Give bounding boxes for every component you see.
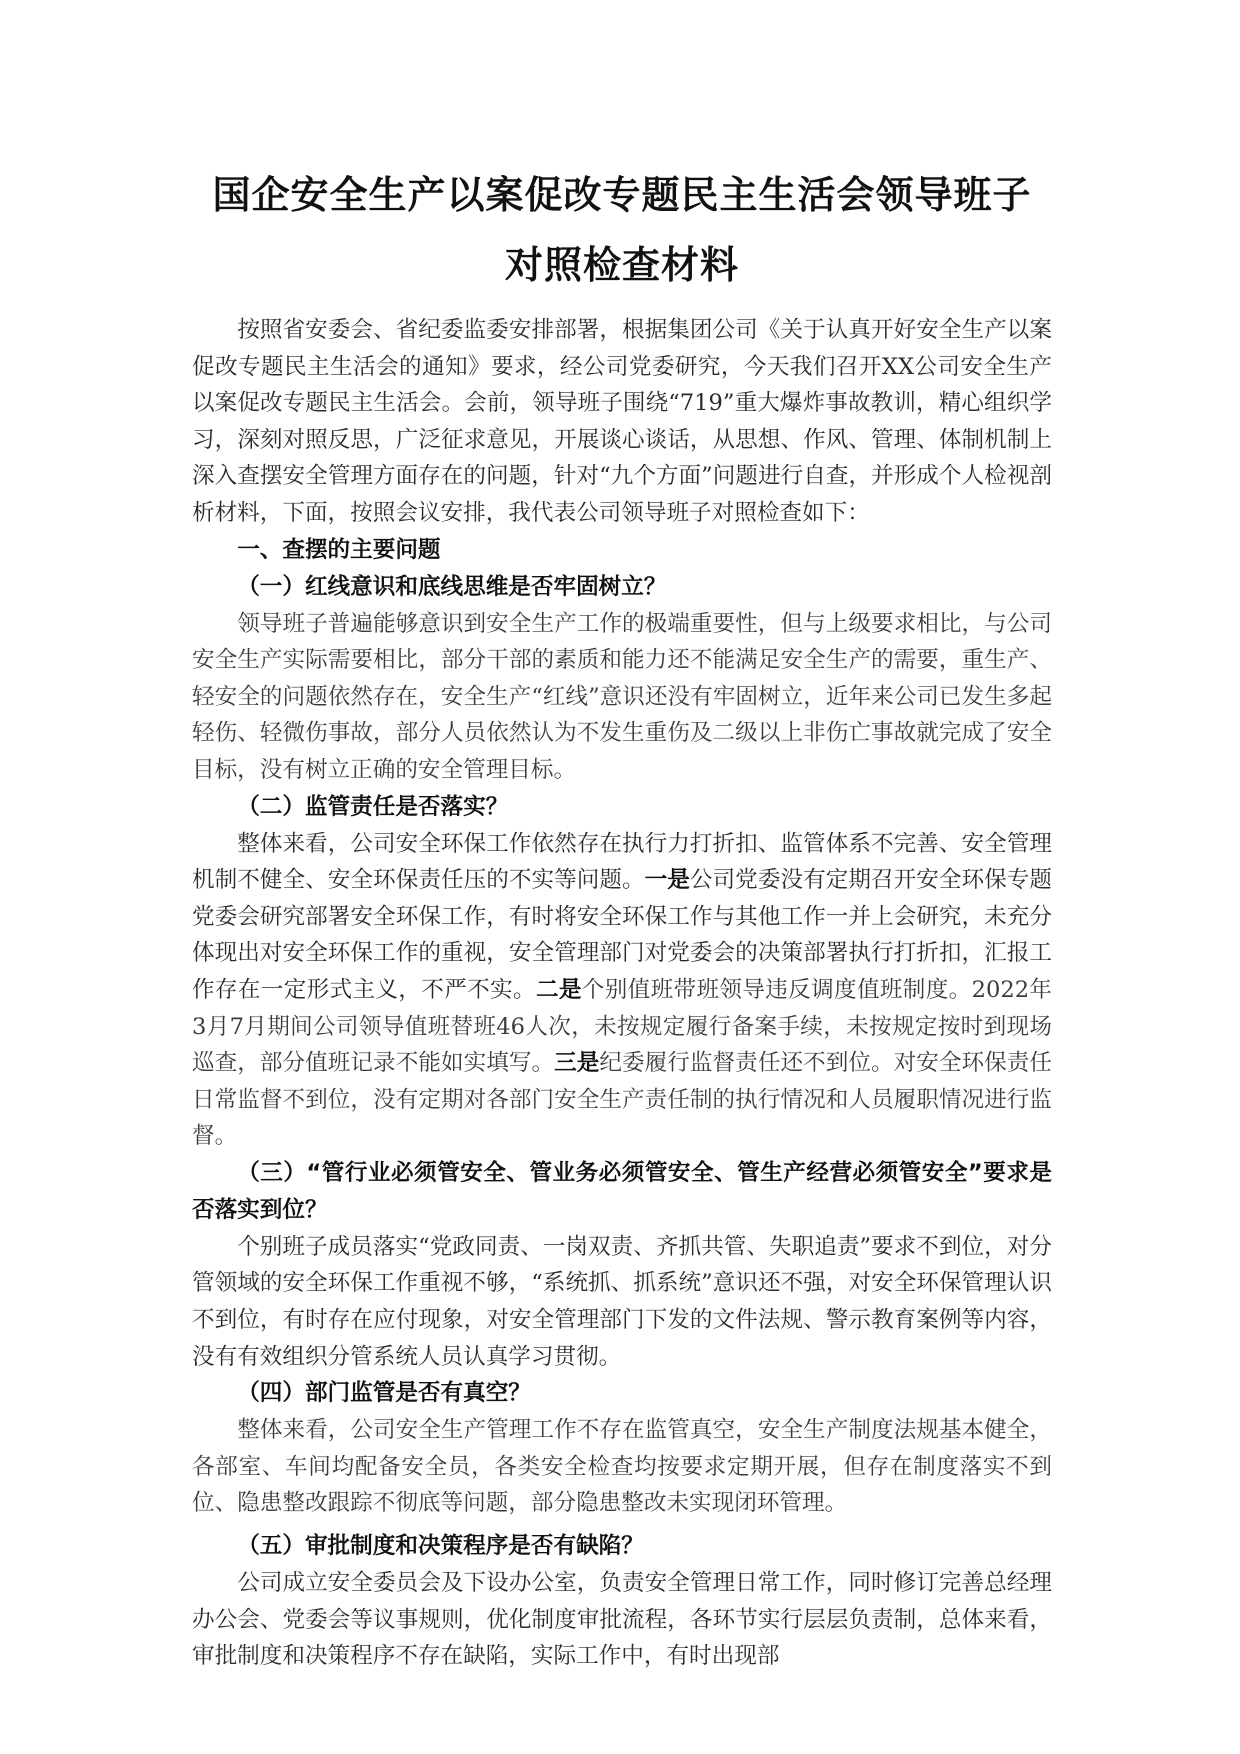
point-label-2: 二是 xyxy=(535,976,582,1003)
subsection-heading-2: （二）监管责任是否落实？ xyxy=(237,793,509,820)
subsection-2-text-d: 纪委履行监督责任还不到位。对安全环保责任日常监督不到位，没有定期对各部门安全生产责任制的执行情况和人员履职情况进行监督。 xyxy=(192,1050,1053,1150)
title-line-2: 对照检查材料 xyxy=(504,243,739,287)
subsection-2-text-a: 整体来看，公司安全环保工作依然存在执行力打折扣、监管体系不完善、安全管理机制不健全、安全环保责任压的不实等问题。 xyxy=(192,830,1052,894)
subsection-heading-4: （四）部门监管是否有真空？ xyxy=(237,1380,531,1407)
subsection-heading-1: （一）红线意识和底线思维是否牢固树立？ xyxy=(237,573,667,600)
subsection-1-paragraph: 领导班子普遍能够意识到安全生产工作的极端重要性，但与上级要求相比，与公司安全生产实际需要相比，部分干部的素质和能力还不能满足安全生产的需要，重生产、轻安全的问题依然存在，安全生产“红线”意识还没有牢固树立，近年来公司已发生多起轻伤、轻微伤事故，部分人员依然认为不发生重伤及二级以上非伤亡事故就完成了安全目标，没有树立正确的安全管理目标。 xyxy=(192,610,1052,783)
subsection-3-paragraph: 个别班子成员落实“党政同责、一岗双责、齐抓共管、失职追责”要求不到位，对分管领域的安全环保工作重视不够，“系统抓、抓系统”意识还不强，对安全环保管理认识不到位，有时存在应付现象，对安全管理部门下发的文件法规、警示教育案例等内容，没有有效组织分管系统人员认真学习贯彻。 xyxy=(192,1233,1052,1370)
document-title xyxy=(192,160,1052,300)
point-label-3: 三是 xyxy=(554,1050,600,1077)
subsection-4-paragraph: 整体来看，公司安全生产管理工作不存在监管真空，安全生产制度法规基本健全，各部室、车间均配备安全员，各类安全检查均按要求定期开展，但存在制度落实不到位、隐患整改跟踪不彻底等问题，部分隐患整改未实现闭环管理。 xyxy=(192,1417,1052,1517)
document-page xyxy=(192,160,1052,1675)
point-label-1: 一是 xyxy=(644,867,690,894)
subsection-2-paragraph xyxy=(192,826,1052,1155)
intro-paragraph: 按照省安委会、省纪委监委安排部署，根据集团公司《关于认真开好安全生产以案促改专题民主生活会的通知》要求，经公司党委研究，今天我们召开XX公司安全生产以案促改专题民主生活会。会前，领导班子围绕“719”重大爆炸事故教训，精心组织学习，深刻对照反思，广泛征求意见，开展谈心谈话，从思想、作风、管理、体制机制上深入查摆安全管理方面存在的问题，针对“九个方面”问题进行自查，并形成个人检视剖析材料，下面，按照会议安排，我代表公司领导班子对照检查如下： xyxy=(192,317,1052,526)
title-line-1: 国企安全生产以案促改专题民主生活会领导班子 xyxy=(212,173,1032,217)
subsection-2-text-c: 个别值班带班领导违反调度值班制度。2022年3月7月期间公司领导值班替班46人次，未按规定履行备案手续，未按规定按时到现场巡查，部分值班记录不能如实填写。 xyxy=(192,976,1053,1077)
document-body xyxy=(192,312,1052,1675)
subsection-2-text-b: 公司党委没有定期召开安全环保专题党委会研究部署安全环保工作，有时将安全环保工作与其他工作一并上会研究，未充分体现出对安全环保工作的重视，安全管理部门对党委会的决策部署执行打折扣，汇报工作存在一定形式主义，不严不实。 xyxy=(192,867,1053,1003)
subsection-heading-5: （五）审批制度和决策程序是否有缺陷？ xyxy=(237,1533,644,1560)
section-heading-1: 一、查摆的主要问题 xyxy=(237,536,441,563)
subsection-heading-3: （三）“管行业必须管安全、管业务必须管安全、管生产经营必须管安全”要求是否落实到位？ xyxy=(192,1159,1052,1223)
subsection-5-paragraph: 公司成立安全委员会及下设办公室，负责安全管理日常工作，同时修订完善总经理办公会、党委会等议事规则，优化制度审批流程，各环节实行层层负责制，总体来看，审批制度和决策程序不存在缺陷，实际工作中，有时出现部 xyxy=(192,1570,1052,1670)
